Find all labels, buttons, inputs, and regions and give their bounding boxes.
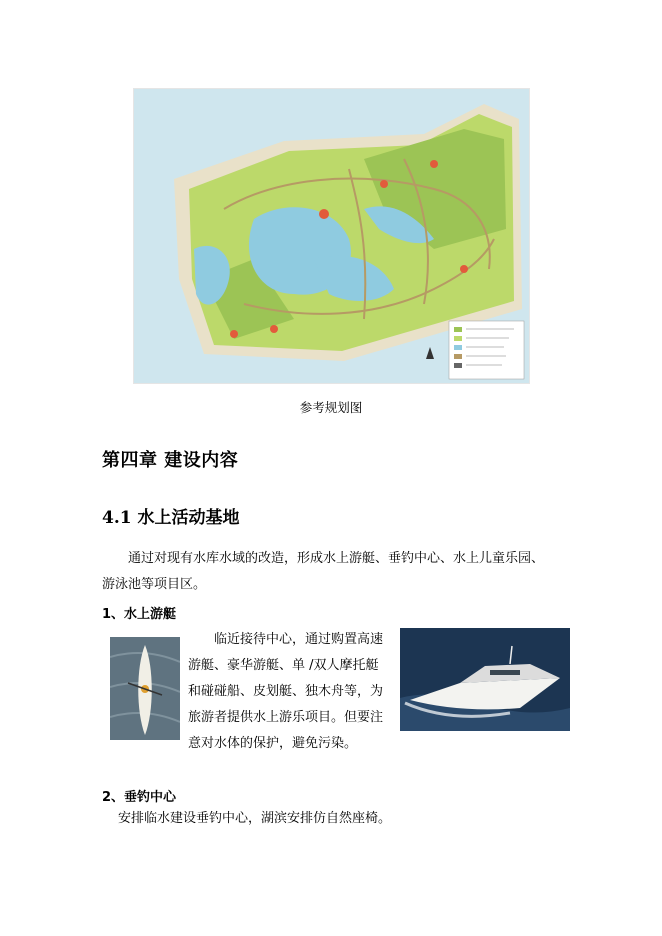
section-title: 4.1 水上活动基地 — [102, 508, 240, 528]
item1-line: 临近接待中心，通过购置高速 — [214, 632, 384, 647]
item1-description — [188, 627, 394, 757]
item1-line: 游艇、豪华游艇、单 /双人摩托艇 — [188, 658, 379, 673]
intro-paragraph-line2: 游泳池等项目区。 — [102, 577, 207, 592]
chapter-title: 第四章 建设内容 — [102, 450, 239, 471]
park-plan-map-drawing — [134, 89, 530, 384]
yacht-drawing — [400, 628, 570, 731]
kayak-drawing — [110, 637, 180, 740]
yacht-photo — [400, 628, 570, 731]
item1-title: 1、水上游艇 — [102, 607, 177, 622]
item2-title: 2、垂钓中心 — [102, 790, 177, 805]
item2-description: 安排临水建设垂钓中心，湖滨安排仿自然座椅。 — [118, 811, 392, 826]
map-caption: 参考规划图 — [299, 400, 363, 415]
intro-paragraph-line1: 通过对现有水库水域的改造，形成水上游艇、垂钓中心、水上儿童乐园、 — [128, 551, 545, 566]
park-plan-map — [133, 88, 530, 384]
kayak-photo — [110, 637, 180, 740]
item1-line: 旅游者提供水上游乐项目。但要注 — [188, 710, 384, 725]
item1-line: 意对水体的保护，避免污染。 — [188, 736, 358, 751]
item1-line: 和碰碰船、皮划艇、独木舟等，为 — [188, 684, 384, 699]
